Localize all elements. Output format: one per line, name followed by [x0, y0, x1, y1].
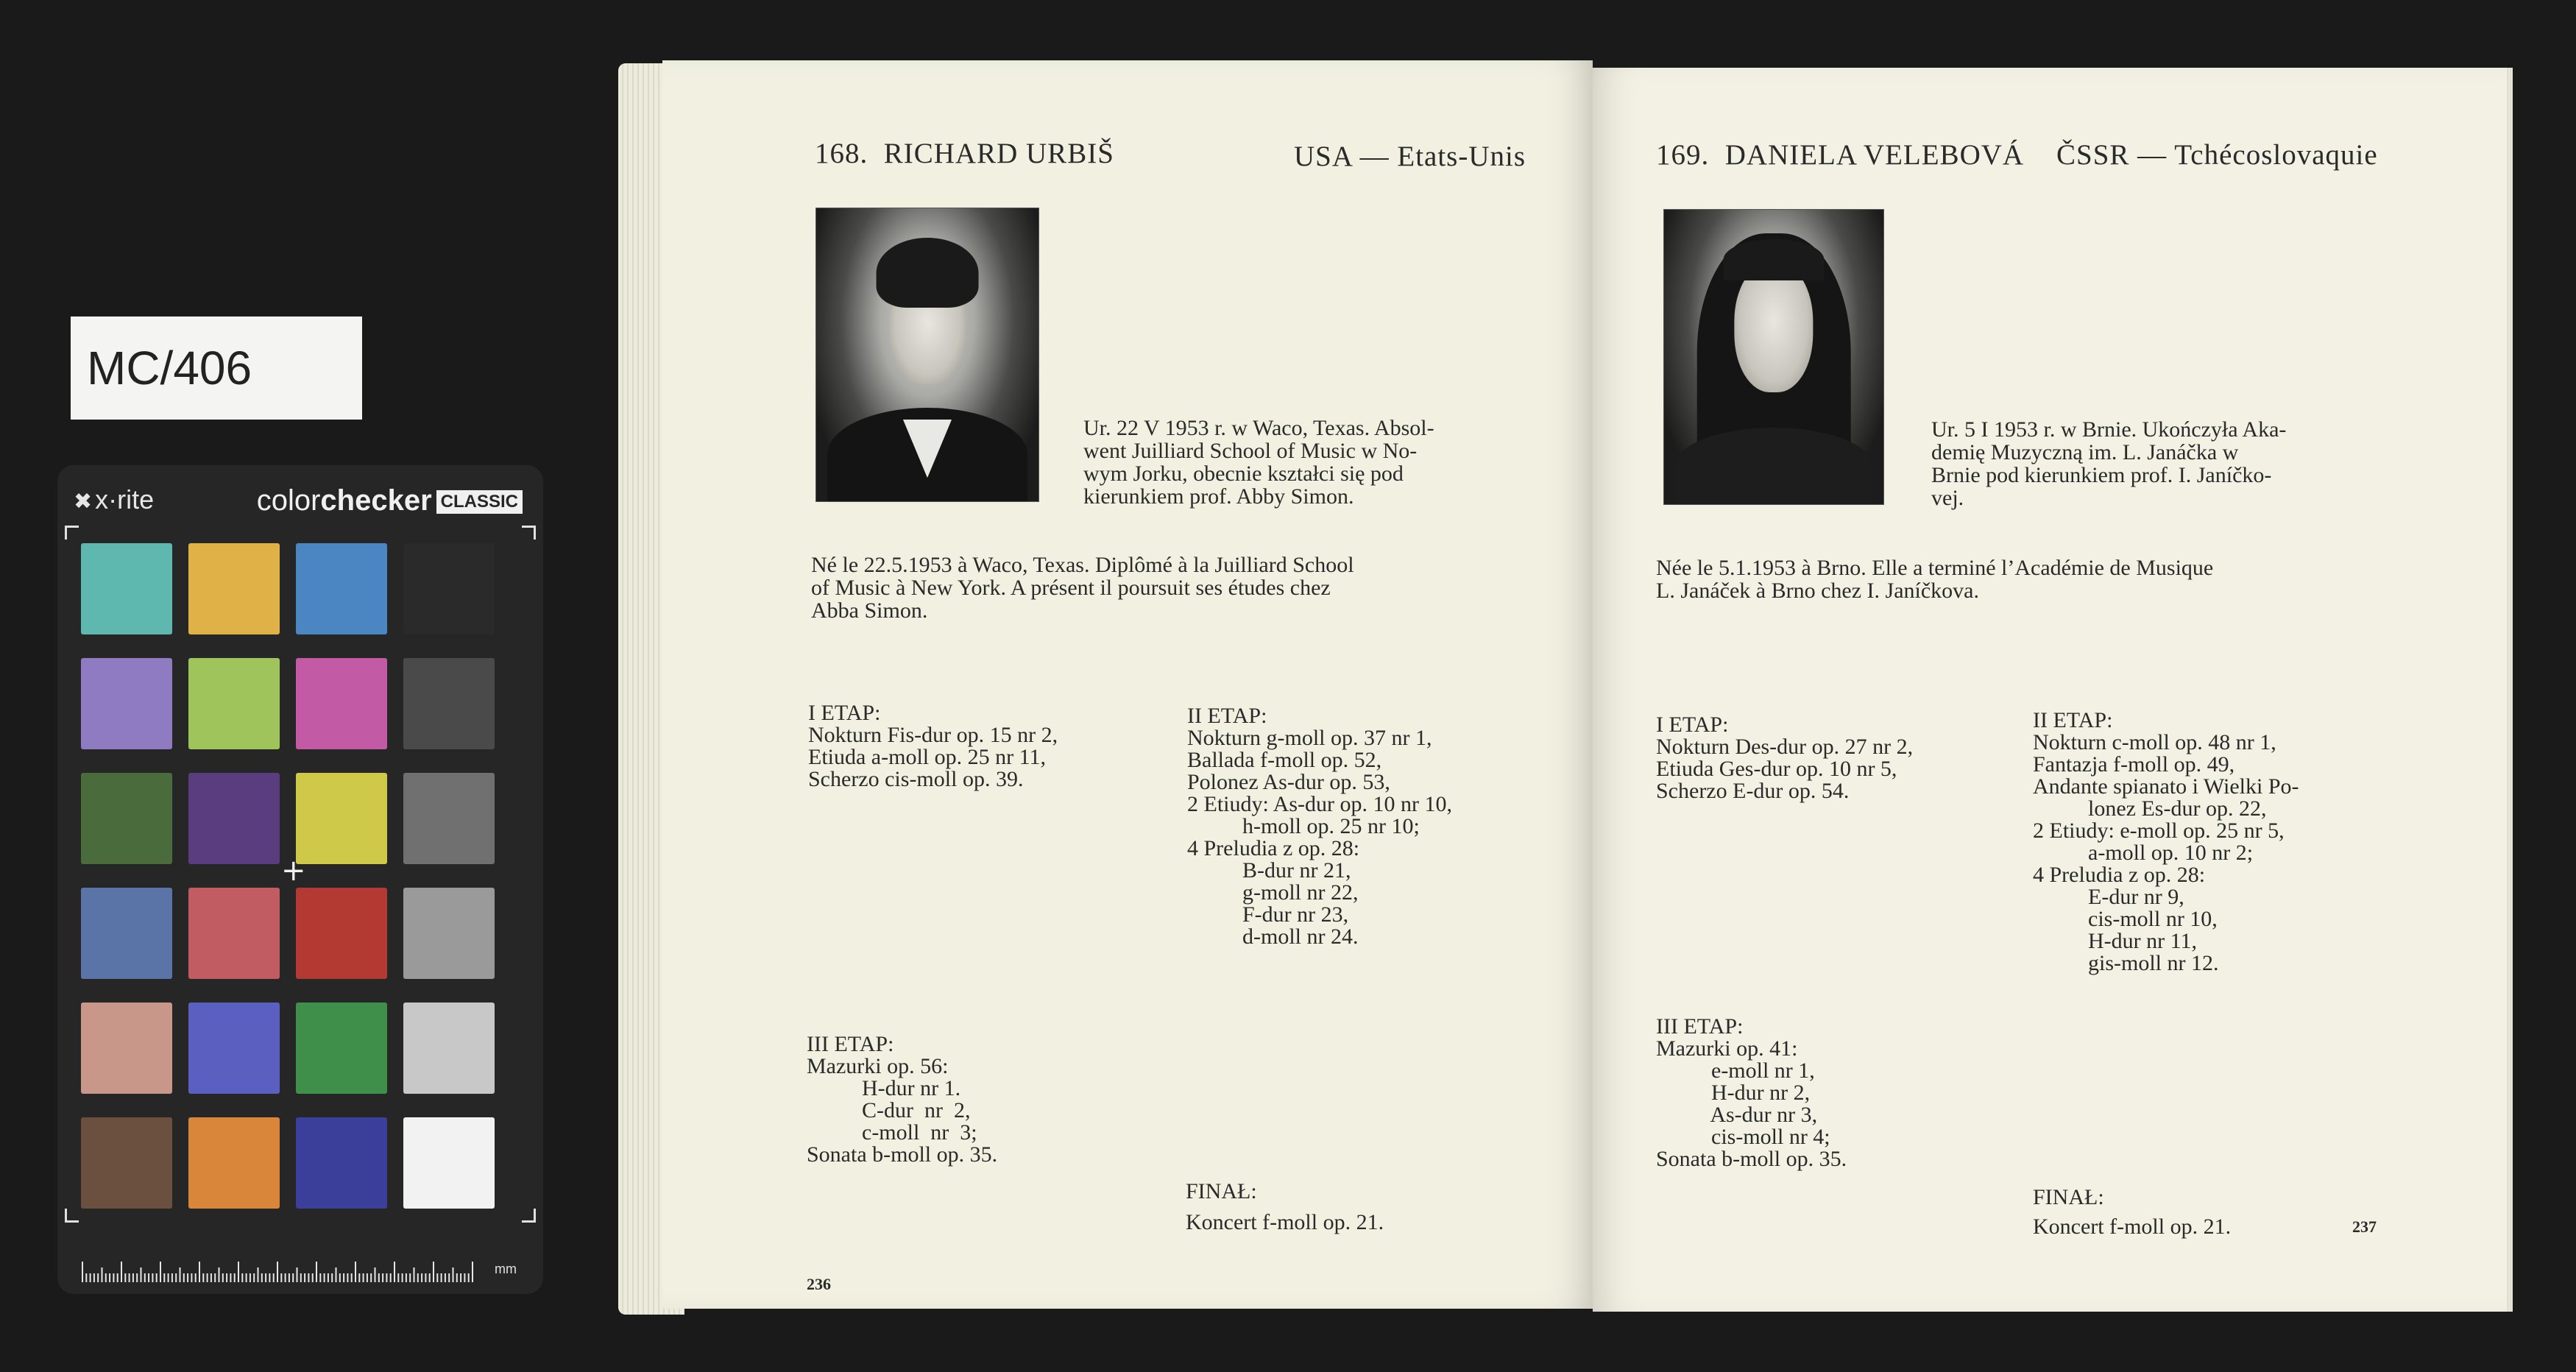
etap-label: I ETAP: — [1656, 712, 1729, 737]
archive-reference-label: MC/406 — [71, 317, 362, 420]
color-swatch — [403, 888, 495, 979]
color-swatch — [403, 658, 495, 749]
repertoire-line: Nokturn Des-dur op. 27 nr 2, — [1656, 735, 1914, 759]
crop-corner-tr — [522, 526, 536, 540]
bio-french — [811, 554, 1532, 622]
repertoire-line: Sonata b-moll op. 35. — [1656, 1147, 1847, 1171]
photo-shoulders — [1675, 428, 1872, 504]
color-swatch — [188, 1117, 280, 1209]
repertoire-line: Etiuda Ges-dur op. 10 nr 5, — [1656, 757, 1897, 781]
etap-label: III ETAP: — [807, 1032, 894, 1056]
repertoire-line: Nokturn Fis-dur op. 15 nr 2, — [808, 723, 1058, 747]
color-swatch — [188, 658, 280, 749]
color-swatch — [81, 1003, 172, 1094]
color-swatch — [81, 543, 172, 634]
bio-line: Ur. 5 I 1953 r. w Brnie. Ukończyła Aka- — [1931, 417, 2287, 442]
etap-3-block — [1656, 1016, 1847, 1170]
repertoire-line: Scherzo cis-moll op. 39. — [808, 767, 1024, 791]
color-swatch — [81, 658, 172, 749]
etap-label: II ETAP: — [1187, 704, 1267, 728]
bio-line: of Music à New York. A présent il poursuit ses études chez — [811, 576, 1331, 600]
bio-polish — [1083, 417, 1529, 508]
repertoire-line: C-dur nr 2, — [807, 1098, 971, 1122]
repertoire-line: H-dur nr 11, — [2033, 929, 2198, 953]
final-piece: Koncert f-moll op. 21. — [2033, 1214, 2232, 1239]
repertoire-line: Nokturn g-moll op. 37 nr 1, — [1187, 726, 1432, 750]
repertoire-line: c-moll nr 3; — [807, 1120, 977, 1145]
repertoire-line: H-dur nr 2, — [1656, 1081, 1811, 1105]
color-swatch — [296, 1003, 387, 1094]
bio-line: Ur. 22 V 1953 r. w Waco, Texas. Absol- — [1083, 416, 1434, 440]
xrite-x-icon: ✖ — [74, 489, 93, 514]
repertoire-line: Scherzo E-dur op. 54. — [1656, 779, 1850, 803]
repertoire-line: lonez Es-dur op. 22, — [2033, 796, 2267, 821]
bio-line: L. Janáček à Brno chez I. Janíčkova. — [1656, 579, 1979, 603]
repertoire-line: As-dur nr 3, — [1656, 1103, 1818, 1127]
color-swatch — [296, 1117, 387, 1209]
etap-2-block — [2033, 710, 2299, 975]
bio-polish — [1931, 418, 2377, 509]
title-light: color — [256, 484, 321, 517]
repertoire-line: gis-moll nr 12. — [2033, 951, 2219, 975]
etap-1-block — [1656, 714, 1913, 802]
portrait-photo — [1663, 209, 1884, 505]
color-swatch — [403, 1117, 495, 1209]
color-checker-card — [57, 465, 543, 1294]
color-swatch — [81, 888, 172, 979]
repertoire-line: 2 Etiudy: As-dur op. 10 nr 10, — [1187, 792, 1452, 816]
final-label: FINAŁ: — [2033, 1185, 2104, 1209]
repertoire-line: Nokturn c-moll op. 48 nr 1, — [2033, 730, 2276, 754]
bio-line: demię Muzyczną im. L. Janáčka w — [1931, 440, 2239, 464]
classic-tag: CLASSIC — [436, 490, 523, 514]
color-swatch — [296, 658, 387, 749]
colorchecker-title — [257, 484, 523, 517]
repertoire-line: Fantazja f-moll op. 49, — [2033, 752, 2235, 777]
color-swatch — [188, 773, 280, 864]
photo-fringe — [1723, 239, 1824, 280]
repertoire-line: a-moll op. 10 nr 2; — [2033, 841, 2254, 865]
left-page — [662, 60, 1593, 1309]
page-number: 236 — [807, 1275, 831, 1293]
final-piece: Koncert f-moll op. 21. — [1186, 1210, 1384, 1234]
xrite-logo — [74, 484, 154, 515]
repertoire-line: cis-moll nr 10, — [2033, 907, 2218, 931]
color-swatch — [81, 773, 172, 864]
millimeter-ruler — [81, 1260, 478, 1282]
ruler-unit-label: mm — [495, 1262, 517, 1276]
repertoire-line: 2 Etiudy: e-moll op. 25 nr 5, — [2033, 818, 2285, 843]
entry-heading-name: 169. DANIELA VELEBOVÁ — [1656, 139, 2025, 171]
etap-1-block — [808, 702, 1058, 791]
repertoire-line: Ballada f-moll op. 52, — [1187, 748, 1382, 772]
etap-2-block — [1187, 705, 1452, 948]
repertoire-line: Mazurki op. 41: — [1656, 1036, 1798, 1061]
repertoire-line: Sonata b-moll op. 35. — [807, 1142, 998, 1167]
color-swatch — [296, 543, 387, 634]
crosshair-icon: + — [281, 854, 306, 888]
repertoire-line: Andante spianato i Wielki Po- — [2033, 774, 2299, 799]
etap-3-block — [807, 1033, 997, 1166]
bio-line: Née le 5.1.1953 à Brno. Elle a terminé l’Académie de Musique — [1656, 556, 2214, 580]
color-swatch — [188, 1003, 280, 1094]
repertoire-line: F-dur nr 23, — [1187, 902, 1349, 927]
repertoire-line: 4 Preludia z op. 28: — [2033, 863, 2206, 887]
repertoire-line: e-moll nr 1, — [1656, 1058, 1815, 1083]
crop-corner-br — [522, 1209, 536, 1223]
bio-line: kierunkiem prof. Abby Simon. — [1083, 484, 1354, 509]
xrite-brand-text: x·rite — [95, 484, 155, 514]
page-number: 237 — [2352, 1217, 2377, 1236]
repertoire-line: H-dur nr 1. — [807, 1076, 961, 1100]
repertoire-line: Polonez As-dur op. 53, — [1187, 770, 1390, 794]
title-bold: checker — [320, 484, 432, 517]
color-swatch — [403, 543, 495, 634]
repertoire-line: 4 Preludia z op. 28: — [1187, 836, 1360, 860]
repertoire-line: d-moll nr 24. — [1187, 924, 1359, 949]
entry-heading-country: USA — Etats-Unis — [1294, 141, 1526, 172]
color-swatch — [403, 773, 495, 864]
repertoire-line: B-dur nr 21, — [1187, 858, 1351, 883]
bio-line: Abba Simon. — [811, 598, 928, 623]
portrait-photo — [815, 208, 1039, 502]
color-swatch — [296, 773, 387, 864]
bio-line: Né le 22.5.1953 à Waco, Texas. Diplômé à la Juilliard School — [811, 553, 1354, 577]
crop-corner-bl — [65, 1209, 79, 1223]
color-swatch — [403, 1003, 495, 1094]
entry-heading-name: 168. RICHARD URBIŠ — [815, 138, 1114, 169]
photo-hair — [877, 238, 979, 308]
etap-label: II ETAP: — [2033, 708, 2113, 732]
bio-french — [1656, 556, 2385, 602]
bio-line: Brnie pod kierunkiem prof. I. Janíčko- — [1931, 463, 2272, 487]
final-label: FINAŁ: — [1186, 1179, 1257, 1203]
color-swatch — [188, 543, 280, 634]
color-swatch — [296, 888, 387, 979]
bio-line: wym Jorku, obecnie kształci się pod — [1083, 462, 1404, 486]
repertoire-line: Etiuda a-moll op. 25 nr 11, — [808, 745, 1046, 769]
color-swatch — [81, 1117, 172, 1209]
repertoire-line: cis-moll nr 4; — [1656, 1125, 1830, 1149]
bio-line: vej. — [1931, 486, 1964, 510]
bio-line: went Juilliard School of Music w No- — [1083, 439, 1418, 463]
entry-heading-country: ČSSR — Tchécoslovaquie — [2056, 139, 2378, 171]
repertoire-line: g-moll nr 22, — [1187, 880, 1359, 905]
color-swatch — [188, 888, 280, 979]
right-page — [1593, 68, 2507, 1312]
repertoire-line: h-moll op. 25 nr 10; — [1187, 814, 1420, 838]
etap-label: I ETAP: — [808, 701, 881, 725]
photo-face — [1734, 263, 1813, 392]
etap-label: III ETAP: — [1656, 1014, 1744, 1039]
repertoire-line: E-dur nr 9, — [2033, 885, 2184, 909]
crop-corner-tl — [65, 526, 79, 540]
repertoire-line: Mazurki op. 56: — [807, 1054, 949, 1078]
